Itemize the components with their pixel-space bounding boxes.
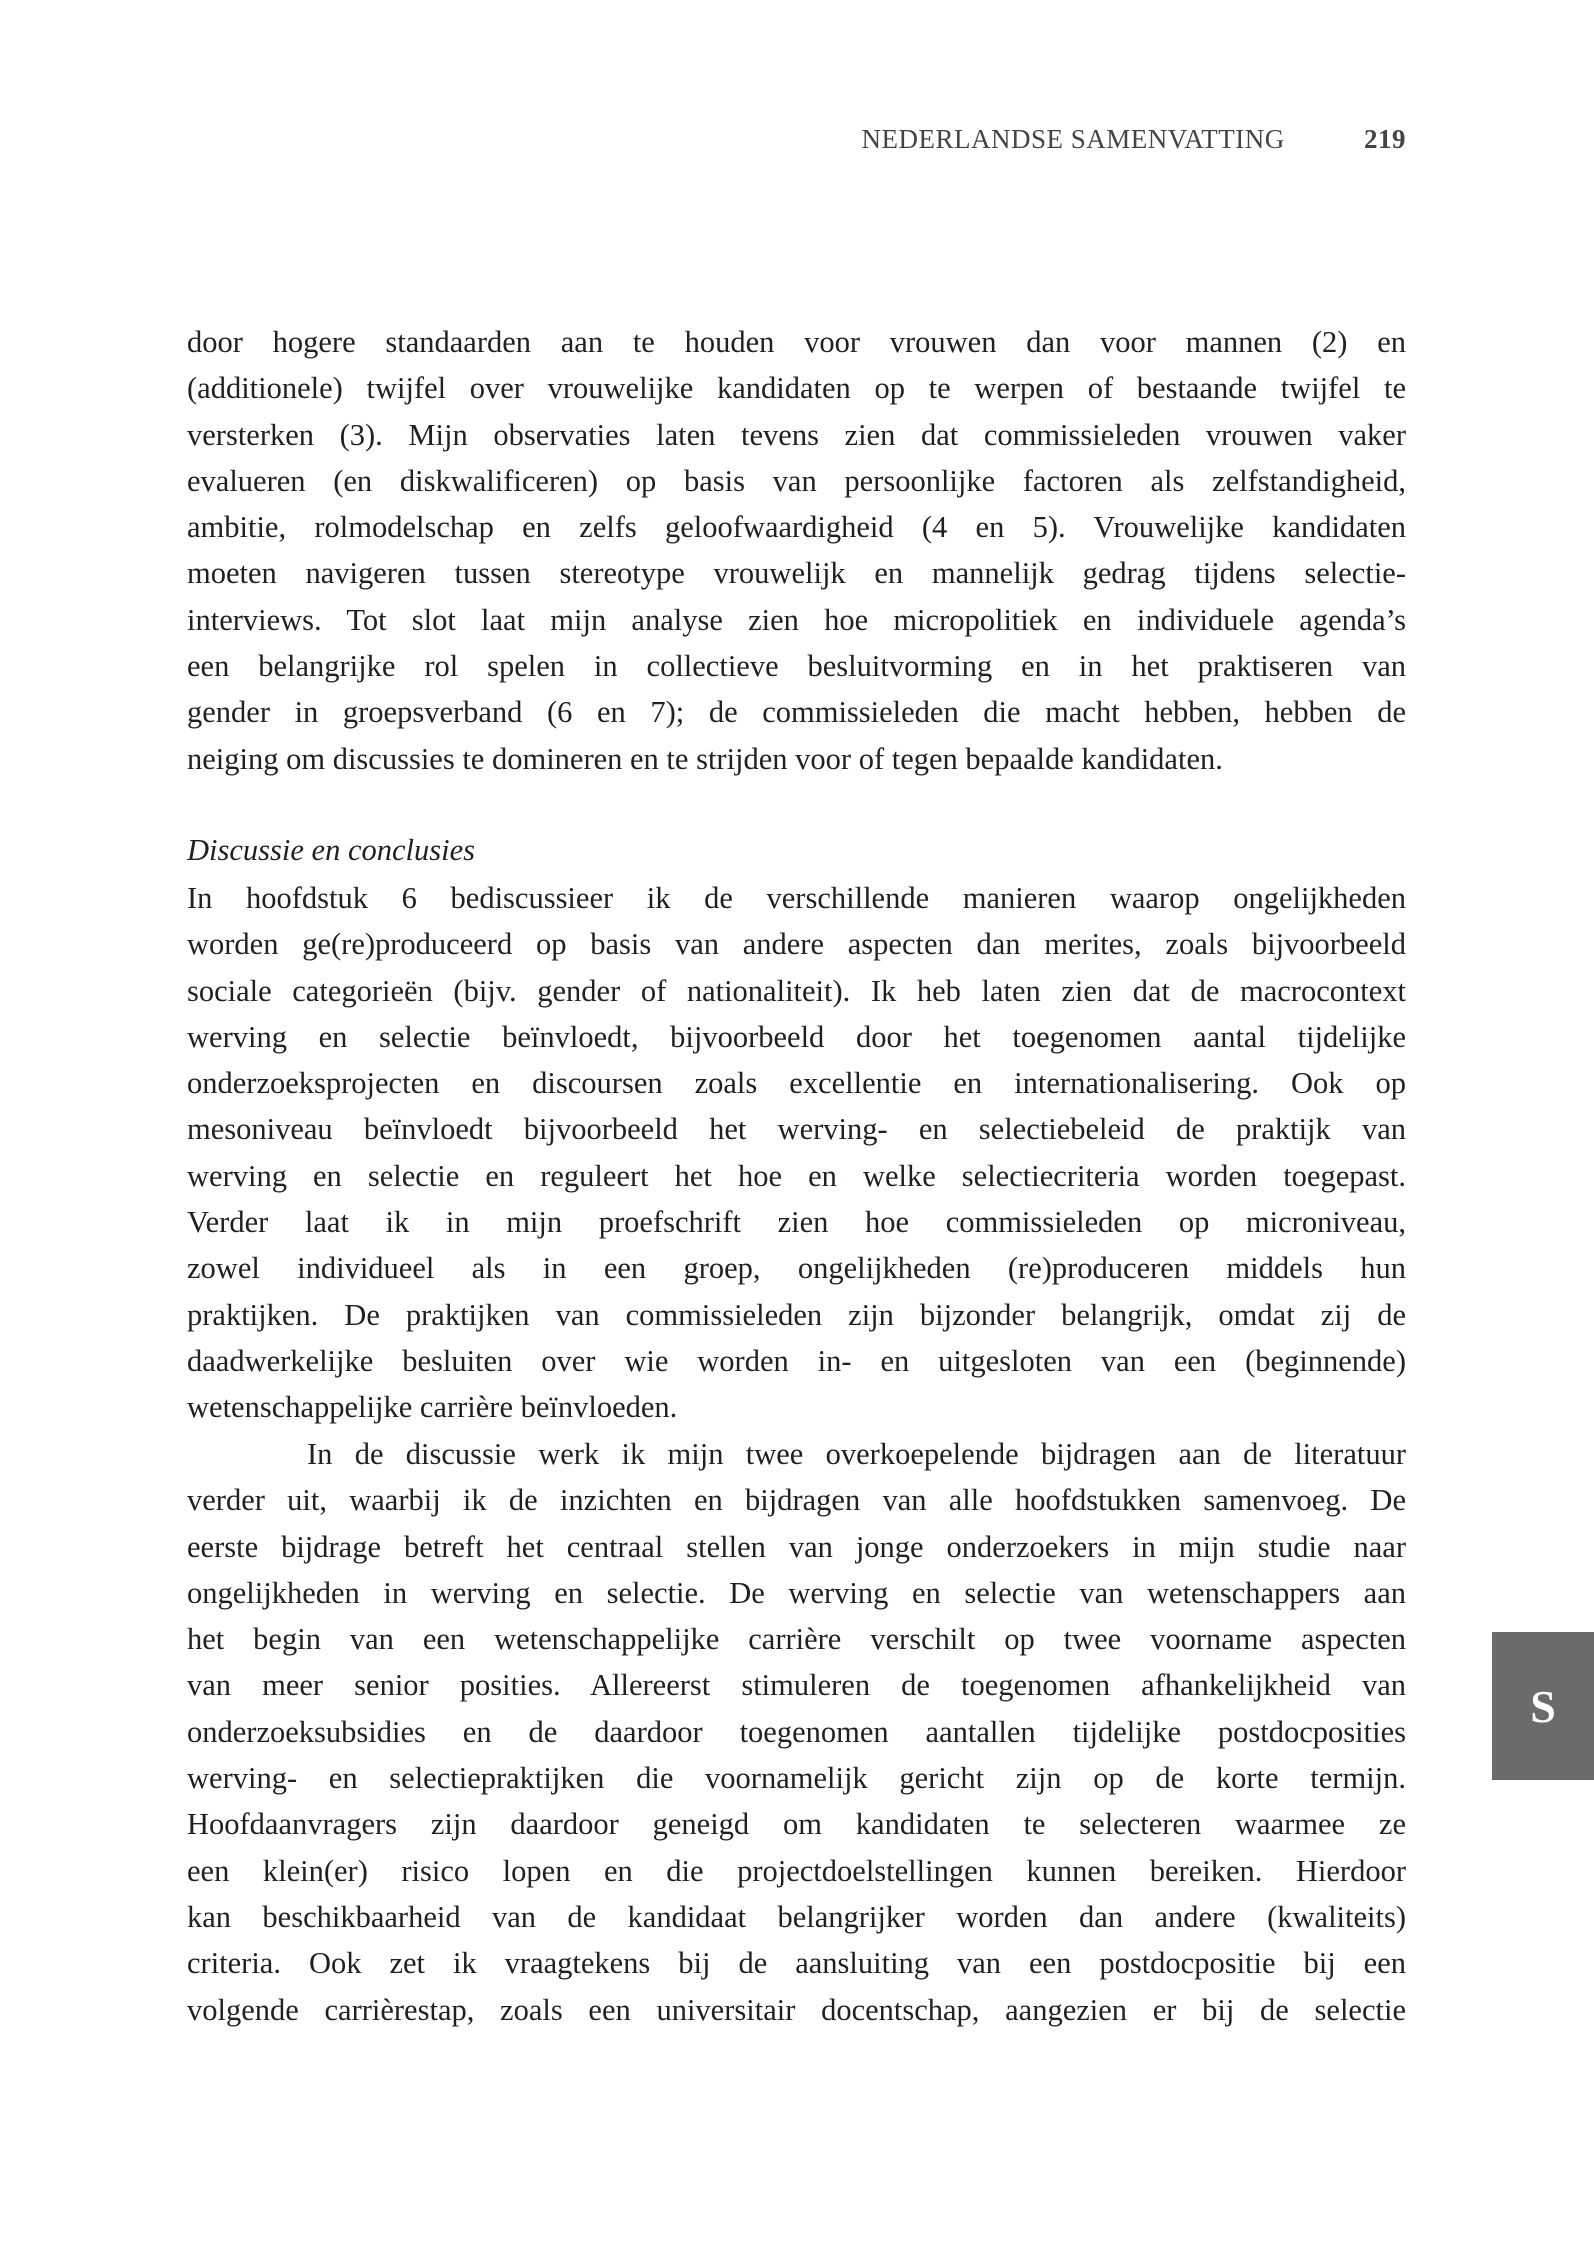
text-line: volgende carrièrestap, zoals een universitair docentschap, aangezien er bij de selectie bbox=[187, 1992, 1406, 2027]
running-header bbox=[862, 124, 1407, 155]
running-title: NEDERLANDSE SAMENVATTING bbox=[861, 124, 1285, 154]
text-line: onderzoeksprojecten en discoursen zoals excellentie en internationalisering. Ook op bbox=[187, 1066, 1406, 1101]
text-line: het begin van een wetenschappelijke carrière verschilt op twee voorname aspecten bbox=[187, 1622, 1406, 1657]
paragraph-3 bbox=[187, 1431, 1406, 2033]
paragraph-1 bbox=[187, 319, 1406, 782]
text-line: sociale categorieën (bijv. gender of nationaliteit). Ik heb laten zien dat de macrocontext bbox=[187, 973, 1406, 1008]
text-line: een klein(er) risico lopen en die projectdoelstellingen kunnen bereiken. Hierdoor bbox=[187, 1853, 1406, 1888]
page-number: 219 bbox=[1364, 124, 1406, 154]
paragraph-2 bbox=[187, 875, 1406, 1431]
section-tab: S bbox=[1492, 1632, 1594, 1780]
text-line: mesoniveau beïnvloedt bijvoorbeeld het werving- en selectiebeleid de praktijk van bbox=[187, 1112, 1406, 1147]
text-line: criteria. Ook zet ik vraagtekens bij de aansluiting van een postdocpositie bij een bbox=[187, 1946, 1406, 1981]
text-line: van meer senior posities. Allereerst stimuleren de toegenomen afhankelijkheid van bbox=[187, 1668, 1406, 1703]
text-line: daadwerkelijke besluiten over wie worden in- en uitgesloten van een (beginnende) bbox=[187, 1343, 1406, 1378]
text-line: ambitie, rolmodelschap en zelfs geloofwaardigheid (4 en 5). Vrouwelijke kandidaten bbox=[187, 510, 1406, 545]
text-line: kan beschikbaarheid van de kandidaat belangrijker worden dan andere (kwaliteits) bbox=[187, 1899, 1406, 1934]
text-line: moeten navigeren tussen stereotype vrouwelijk en mannelijk gedrag tijdens selectie- bbox=[187, 556, 1406, 591]
text-line: zowel individueel als in een groep, ongelijkheden (re)produceren middels hun bbox=[187, 1251, 1406, 1286]
text-line: werving- en selectiepraktijken die voornamelijk gericht zijn op de korte termijn. bbox=[187, 1761, 1406, 1796]
text-line: In de discussie werk ik mijn twee overkoepelende bijdragen aan de literatuur bbox=[307, 1437, 1406, 1471]
text-line: neiging om discussies te domineren en te strijden voor of tegen bepaalde kandidaten. bbox=[187, 741, 1223, 776]
text-line: wetenschappelijke carrière beïnvloeden. bbox=[187, 1390, 678, 1425]
text-line: versterken (3). Mijn observaties laten tevens zien dat commissieleden vrouwen vaker bbox=[187, 417, 1406, 452]
text-line: een belangrijke rol spelen in collectieve besluitvorming en in het praktiseren van bbox=[187, 649, 1406, 684]
text-line: Verder laat ik in mijn proefschrift zien hoe commissieleden op microniveau, bbox=[187, 1205, 1406, 1240]
text-line: werving en selectie en reguleert het hoe en welke selectiecriteria worden toegepast. bbox=[187, 1158, 1406, 1193]
text-line: worden ge(re)produceerd op basis van andere aspecten dan merites, zoals bijvoorbeeld bbox=[187, 927, 1406, 962]
section-heading: Discussie en conclusies bbox=[187, 833, 475, 867]
text-line: verder uit, waarbij ik de inzichten en bijdragen van alle hoofdstukken samenvoeg. De bbox=[187, 1483, 1406, 1518]
text-line: In hoofdstuk 6 bediscussieer ik de verschillende manieren waarop ongelijkheden bbox=[187, 881, 1406, 915]
text-line: evalueren (en diskwalificeren) op basis van persoonlijke factoren als zelfstandigheid, bbox=[187, 463, 1406, 498]
text-line: ongelijkheden in werving en selectie. De werving en selectie van wetenschappers aan bbox=[187, 1575, 1406, 1610]
text-line: (additionele) twijfel over vrouwelijke kandidaten op te werpen of bestaande twijfel te bbox=[187, 371, 1406, 406]
text-line: Hoofdaanvragers zijn daardoor geneigd om kandidaten te selecteren waarmee ze bbox=[187, 1807, 1406, 1842]
text-line: onderzoeksubsidies en de daardoor toegenomen aantallen tijdelijke postdocposities bbox=[187, 1714, 1406, 1749]
text-line: gender in groepsverband (6 en 7); de commissieleden die macht hebben, hebben de bbox=[187, 695, 1406, 730]
text-line: werving en selectie beïnvloedt, bijvoorbeeld door het toegenomen aantal tijdelijke bbox=[187, 1019, 1406, 1054]
text-line: eerste bijdrage betreft het centraal stellen van jonge onderzoekers in mijn studie naar bbox=[187, 1529, 1406, 1564]
text-line: praktijken. De praktijken van commissieleden zijn bijzonder belangrijk, omdat zij de bbox=[187, 1297, 1406, 1332]
text-line: door hogere standaarden aan te houden voor vrouwen dan voor mannen (2) en bbox=[187, 325, 1406, 359]
text-line: interviews. Tot slot laat mijn analyse zien hoe micropolitiek en individuele agenda’s bbox=[187, 602, 1406, 637]
